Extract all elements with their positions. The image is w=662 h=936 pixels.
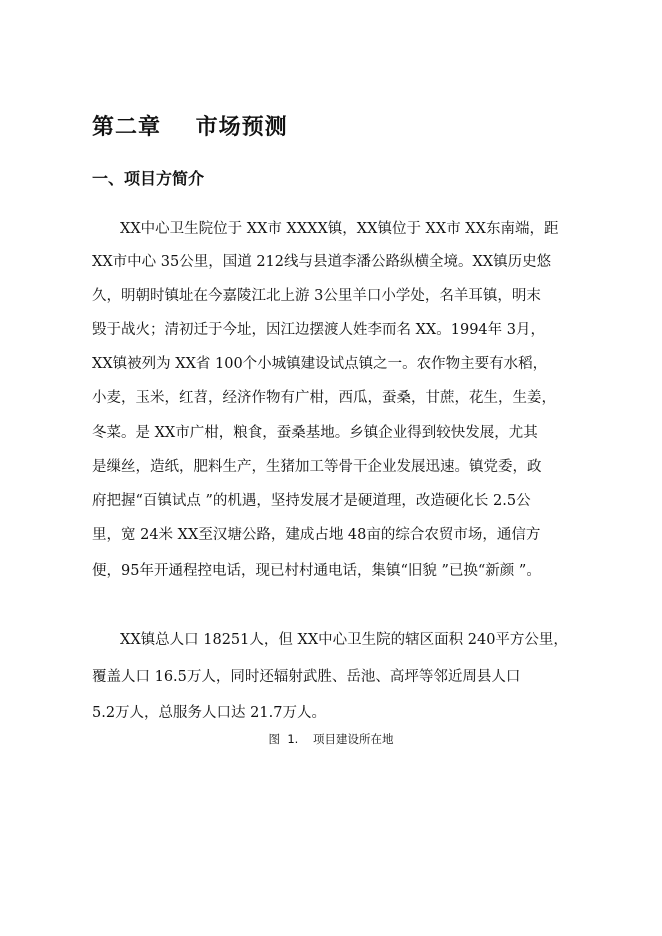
paragraph-line: XX中心卫生院位于 XX市 XXXX镇，XX镇位于 XX市 XX东南端，距 [120, 221, 559, 237]
paragraph-line: 便，95年开通程控电话，现已村村通电话，集镇“旧貌 ”已换“新颜 ”。 [92, 563, 541, 579]
paragraph-line: 覆盖人口 16.5万人，同时还辐射武胜、岳池、高坪等邻近周县人口 [92, 669, 521, 685]
paragraph-line: XX市中心 35公里，国道 212线与县道李潘公路纵横全境。XX镇历史悠 [92, 254, 552, 270]
paragraph-line: XX镇总人口 18251人，但 XX中心卫生院的辖区面积 240平方公里， [120, 632, 568, 648]
paragraph-line: 是缫丝，造纸，肥料生产，生猪加工等骨干企业发展迅速。镇党委，政 [92, 459, 542, 475]
paragraph-line: 毁于战火；清初迁于今址，因江边摆渡人姓李而名 XX。1994年 3月， [92, 322, 545, 338]
paragraph-line: 久，明朝时镇址在今嘉陵江北上游 3公里羊口小学处，名羊耳镇，明末 [92, 288, 541, 304]
paragraph-line: 府把握“百镇试点 ”的机遇，坚持发展才是硬道理，改造硬化长 2.5公 [92, 493, 531, 509]
paragraph-line: 5.2万人，总服务人口达 21.7万人。 [92, 705, 326, 721]
section-title: 一、项目方简介 [92, 169, 205, 188]
chapter-title: 第二章 市场预测 [92, 115, 288, 140]
figure-caption: 图 1. 项目建设所在地 [268, 732, 394, 746]
paragraph-line: 里，宽 24米 XX至汉塘公路，建成占地 48亩的综合农贸市场，通信方 [92, 527, 541, 543]
paragraph-line: XX镇被列为 XX省 100个小城镇建设试点镇之一。农作物主要有水稻， [92, 356, 548, 372]
paragraph-line: 小麦，玉米，红苕，经济作物有广柑，西瓜，蚕桑，甘蔗，花生，生姜， [92, 390, 556, 406]
paragraph-line: 冬菜。是 XX市广柑，粮食，蚕桑基地。乡镇企业得到较快发展，尤其 [92, 425, 538, 441]
